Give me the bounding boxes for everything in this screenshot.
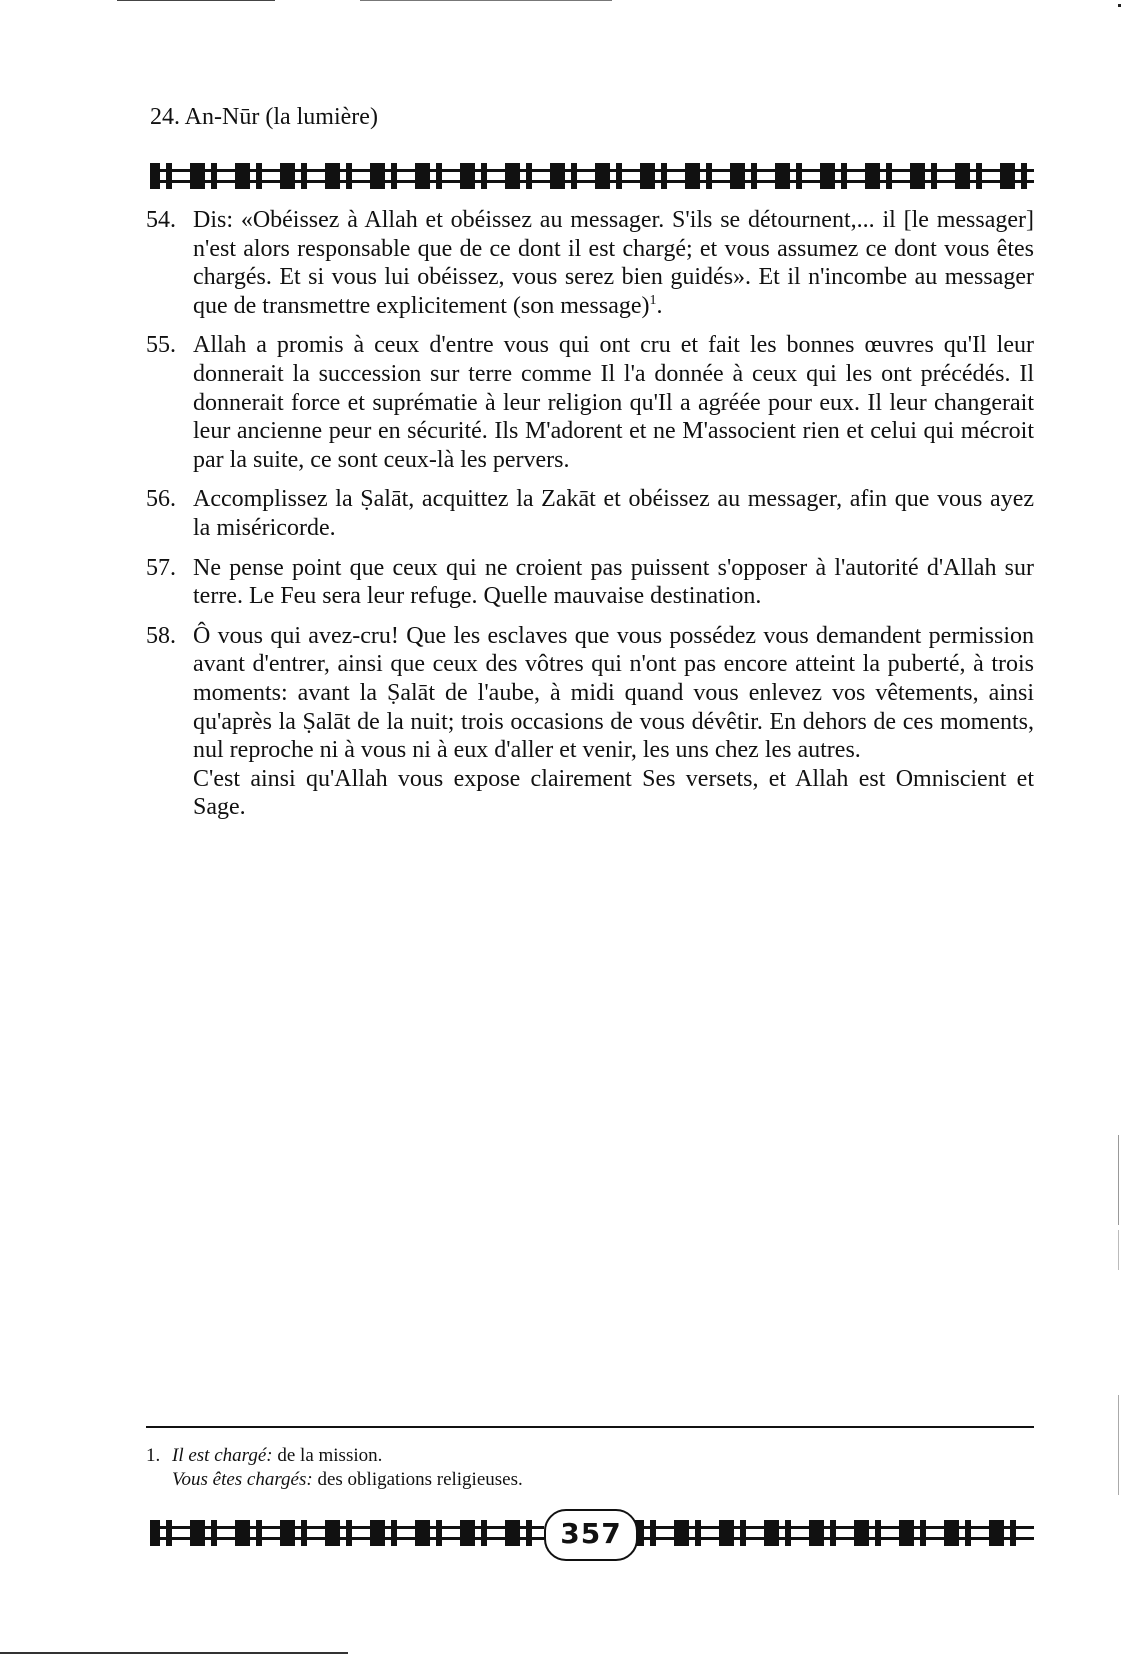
ornamental-border-bottom [150,1520,544,1546]
verse-paragraph: Allah a promis à ceux d'entre vous qui ont cru et fait les bonnes œuvres qu'Il leur donnerait la succession sur terre comme Il l'a donnée à ceux qui les ont précédés. Il donnerait force et suprématie à leur religion qu'Il a agréée pour eux. Il leur changerait leur ancienne peur en sécurité. Ils M'adorent et ne M'associent rien et celui qui mécroit par la suite, ce sont ceux-là les pervers. [193,332,1034,473]
footnote-text: de la mission. [277,1445,383,1466]
verse-text [193,331,1034,474]
chapter-heading: 24. An-Nūr (la lumière) [150,104,378,130]
verse-paragraph: Ô vous qui avez-cru! Que les esclaves que vous possédez vous demandent permission avant d'entrer, ainsi que ceux des vôtres qui n'ont pas encore atteint la puberté, à trois moments: avant la Ṣalāt de l'aube, à midi quand vous enlevez vos vêtements, ainsi qu'après la Ṣalāt de la nuit; trois occasions de vous dévêtir. En dehors de ces moments, nul reproche ni à vous ni à eux d'aller et venir, les uns chez les autres. [193,622,1034,764]
top-rule [360,0,612,1]
footnote [146,1444,523,1492]
footnote-text: des obligations religieuses. [317,1469,523,1490]
verse-text [193,206,1034,320]
footnote-term: Il est chargé: [172,1445,273,1466]
verse [146,554,1034,611]
top-rule [117,0,275,1]
verse-paragraph: C'est ainsi qu'Allah vous expose clairement Ses versets, et Allah est Omniscient et Sage. [193,765,1034,821]
verse-number: 56. [146,486,176,513]
verse-text [193,485,1034,542]
verse [146,622,1034,822]
verse-paragraph: Ne pense point que ceux qui ne croient pas puissent s'opposer à l'autorité d'Allah sur terre. Le Feu sera leur refuge. Quelle mauvaise destination. [193,554,1034,610]
footnote-line [146,1444,523,1468]
corner-mark [1118,4,1121,7]
verse-text [193,554,1034,611]
verse-paragraph: Accomplissez la Ṣalāt, acquittez la Zakāt et obéissez au messager, afin que vous ayez la miséricorde. [193,486,1034,541]
page-number: 357 [544,1509,638,1561]
ornamental-border-top [150,163,1034,189]
footnote-line [146,1468,523,1492]
verse-paragraph: Dis: «Obéissez à Allah et obéissez au messager. S'ils se détournent,... il [le messager] n'est alors responsable que de ce dont il est chargé; et vous assumez ce dont vous êtes chargés. Et si vous lui obéissez, vous serez bien guidés». Et il n'incombe au messager que de transmettre explicitement (son message)$^1$. [193,207,1034,319]
footnote-rule [146,1426,1034,1428]
scan-edge-line [1118,1135,1119,1225]
scan-edge-line [1118,1395,1119,1495]
scan-edge-line [1118,1230,1119,1270]
verse [146,206,1034,320]
footnote-ref: 1 [649,292,657,308]
verse-number: 55. [146,332,176,359]
ornamental-border-bottom [634,1520,1034,1546]
footnote-number: 1. [146,1445,161,1466]
bottom-rule [0,1652,348,1654]
verse-number: 54. [146,207,176,233]
verse [146,331,1034,474]
verse-number: 57. [146,554,176,581]
verse-list [146,206,1034,833]
verse-text [193,622,1034,822]
verse [146,485,1034,542]
verse-number: 58. [146,622,176,649]
footnote-term: Vous êtes chargés: [172,1469,313,1490]
